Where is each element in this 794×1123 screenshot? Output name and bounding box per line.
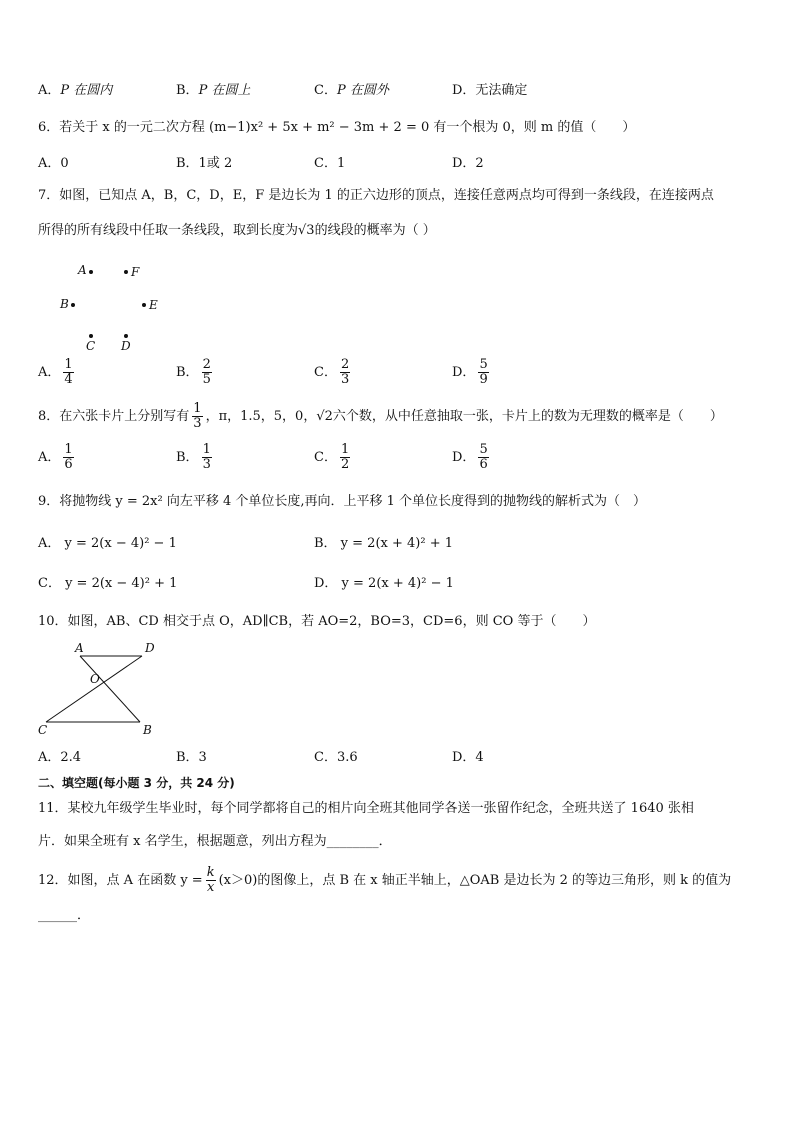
q5-b-label: B．: [176, 83, 199, 98]
q7-d-den: 9: [479, 372, 488, 387]
q7-d-label: D．: [452, 365, 476, 380]
q8-stem-part1: 8．在六张卡片上分别写有: [38, 409, 190, 424]
q8-option-d: [452, 443, 492, 472]
q8-c-fraction: [340, 443, 350, 472]
q8-c-label: C．: [314, 450, 337, 465]
q11-line1: 11．某校九年级学生毕业时，每个同学都将自己的相片向全班其他同学各送一张留作纪念，全班共送了 1640 张相: [38, 801, 694, 816]
q10-label-a: A: [75, 641, 84, 655]
q10-label-d: D: [145, 641, 155, 655]
q8-stem-part3: 六个数，从中任意抽取一张，卡片上的数为无理数的概率是（ ）: [332, 409, 723, 424]
q9-option-b: B． y = 2(x + 4)² + 1: [314, 536, 454, 551]
q8-option-b: [176, 443, 215, 472]
q7-stem-line2: [38, 222, 436, 240]
q7-dot-e: [142, 303, 146, 307]
q7-option-b: [176, 358, 215, 387]
q8-a-fraction: [63, 443, 73, 472]
q10-option-a: A．2.4: [38, 750, 82, 765]
q5-a-text: P 在圆内: [60, 83, 113, 98]
q7-option-a: [38, 358, 77, 387]
q5-c-text: P 在圆外: [336, 83, 389, 98]
q5-option-a: [38, 82, 112, 100]
q6-option-d: D．2: [452, 156, 484, 171]
q8-a-den: 6: [64, 457, 73, 472]
q8-b-label: B．: [176, 450, 199, 465]
q11-line2: 片．如果全班有 x 名学生，根据题意，列出方程为________．: [38, 834, 392, 849]
q10-segment-dc: [46, 656, 142, 722]
q7-stem-line1: 7．如图，已知点 A，B，C，D，E，F 是边长为 1 的正六边形的顶点，连接任意两点均可得到一条线段，在连接两点: [38, 188, 714, 203]
q10-option-c: C．3.6: [314, 750, 358, 765]
q10-label-o: O: [90, 672, 100, 686]
q8-option-a: [38, 443, 77, 472]
q8-b-num: 1: [202, 442, 211, 457]
q7-option-c: [314, 358, 353, 387]
q7-point-e: E: [149, 298, 158, 312]
q9-stem: 9．将抛物线 y = 2x² 向左平移 4 个单位长度,再向．上平移 1 个单位长度得到的抛物线的解析式为（ ）: [38, 494, 647, 509]
q7-b-fraction: [202, 358, 212, 387]
q12-stem-part2: (x＞0)的图像上，点 B 在 x 轴正半轴上，△OAB 是边长为 2 的等边三角形，则 k 的值为: [218, 873, 732, 888]
q7-dot-c: [89, 334, 93, 338]
q7-point-b: B: [60, 297, 69, 311]
q7-point-f: F: [131, 265, 140, 279]
q7-d-fraction: [478, 358, 488, 387]
q7-a-label: A．: [38, 365, 61, 380]
q6-option-c: C．1: [314, 156, 346, 171]
q7-line2-part1: 所得的所有线段中任取一条线段，取到长度为: [38, 223, 299, 238]
q12-fraction: [206, 866, 216, 895]
q9-option-a: A． y = 2(x − 4)² − 1: [38, 536, 177, 551]
q12-stem-part1: 12．如图，点 A 在函数 y =: [38, 873, 203, 888]
q7-b-den: 5: [202, 372, 211, 387]
q8-d-num: 5: [479, 442, 488, 457]
q5-option-b: [176, 82, 250, 100]
q8-option-c: [314, 443, 353, 472]
q7-c-num: 2: [340, 357, 350, 372]
q12-stem: [38, 866, 731, 895]
q7-point-d: D: [121, 339, 131, 353]
q7-c-fraction: [340, 358, 350, 387]
q10-segment-ab: [80, 656, 140, 722]
q7-sqrt3: √3: [298, 223, 315, 238]
q8-stem-fraction: [192, 402, 202, 431]
q7-dot-f: [124, 270, 128, 274]
q7-point-c: C: [86, 339, 96, 353]
q7-a-den: 4: [64, 372, 73, 387]
q7-c-label: C．: [314, 365, 337, 380]
q9-option-c: C． y = 2(x − 4)² + 1: [38, 576, 178, 591]
q5-c-label: C．: [314, 83, 337, 98]
q7-option-d: [452, 358, 492, 387]
q8-b-fraction: [202, 443, 212, 472]
q10-option-d: D．4: [452, 750, 484, 765]
q7-line2-part2: 的线段的概率为（ ）: [314, 223, 436, 238]
q12-num: k: [206, 865, 215, 880]
section-title-fill-blank: 二、填空题(每小题 3 分，共 24 分): [38, 776, 235, 790]
q9-option-d: D． y = 2(x + 4)² − 1: [314, 576, 454, 591]
q7-c-den: 3: [340, 372, 350, 387]
q5-option-c: [314, 82, 389, 100]
q10-label-b: B: [143, 723, 152, 737]
q7-d-num: 5: [479, 357, 488, 372]
q12-line2: ______．: [38, 908, 91, 923]
q8-stem: [38, 402, 723, 431]
q6-option-a: A．0: [38, 156, 69, 171]
q8-b-den: 3: [202, 457, 211, 472]
q5-a-label: A．: [38, 83, 61, 98]
q6-option-b: B．1或 2: [176, 156, 233, 171]
q8-c-num: 1: [340, 442, 350, 457]
q5-option-d: D．无法确定: [452, 83, 528, 98]
q8-c-den: 2: [340, 457, 350, 472]
q8-stem-den: 3: [193, 416, 202, 431]
q7-dot-d: [124, 334, 128, 338]
q8-stem-part2: ，π，1.5，5，0，: [205, 409, 317, 424]
q7-point-a: A: [78, 263, 87, 277]
q7-dot-a: [89, 270, 93, 274]
q12-den: x: [206, 880, 215, 895]
q8-a-label: A．: [38, 450, 61, 465]
q8-a-num: 1: [64, 442, 73, 457]
q7-dot-b: [71, 303, 75, 307]
q8-d-fraction: [478, 443, 488, 472]
q8-d-den: 6: [479, 457, 488, 472]
q10-option-b: B．3: [176, 750, 207, 765]
q10-stem: 10．如图，AB、CD 相交于点 O，AD∥CB，若 AO=2，BO=3，CD=6，则 CO 等于（ ）: [38, 614, 596, 629]
q7-b-label: B．: [176, 365, 199, 380]
q8-d-label: D．: [452, 450, 476, 465]
q10-label-c: C: [38, 723, 48, 737]
q6-stem: 6．若关于 x 的一元二次方程 (m−1)x² + 5x + m² − 3m + 2 = 0 有一个根为 0，则 m 的值（ ）: [38, 120, 636, 135]
q5-b-text: P 在圆上: [198, 83, 251, 98]
q7-b-num: 2: [202, 357, 211, 372]
q8-stem-num: 1: [193, 401, 202, 416]
q7-a-fraction: [63, 358, 73, 387]
q8-sqrt2: √2: [316, 409, 333, 424]
q7-a-num: 1: [64, 357, 73, 372]
